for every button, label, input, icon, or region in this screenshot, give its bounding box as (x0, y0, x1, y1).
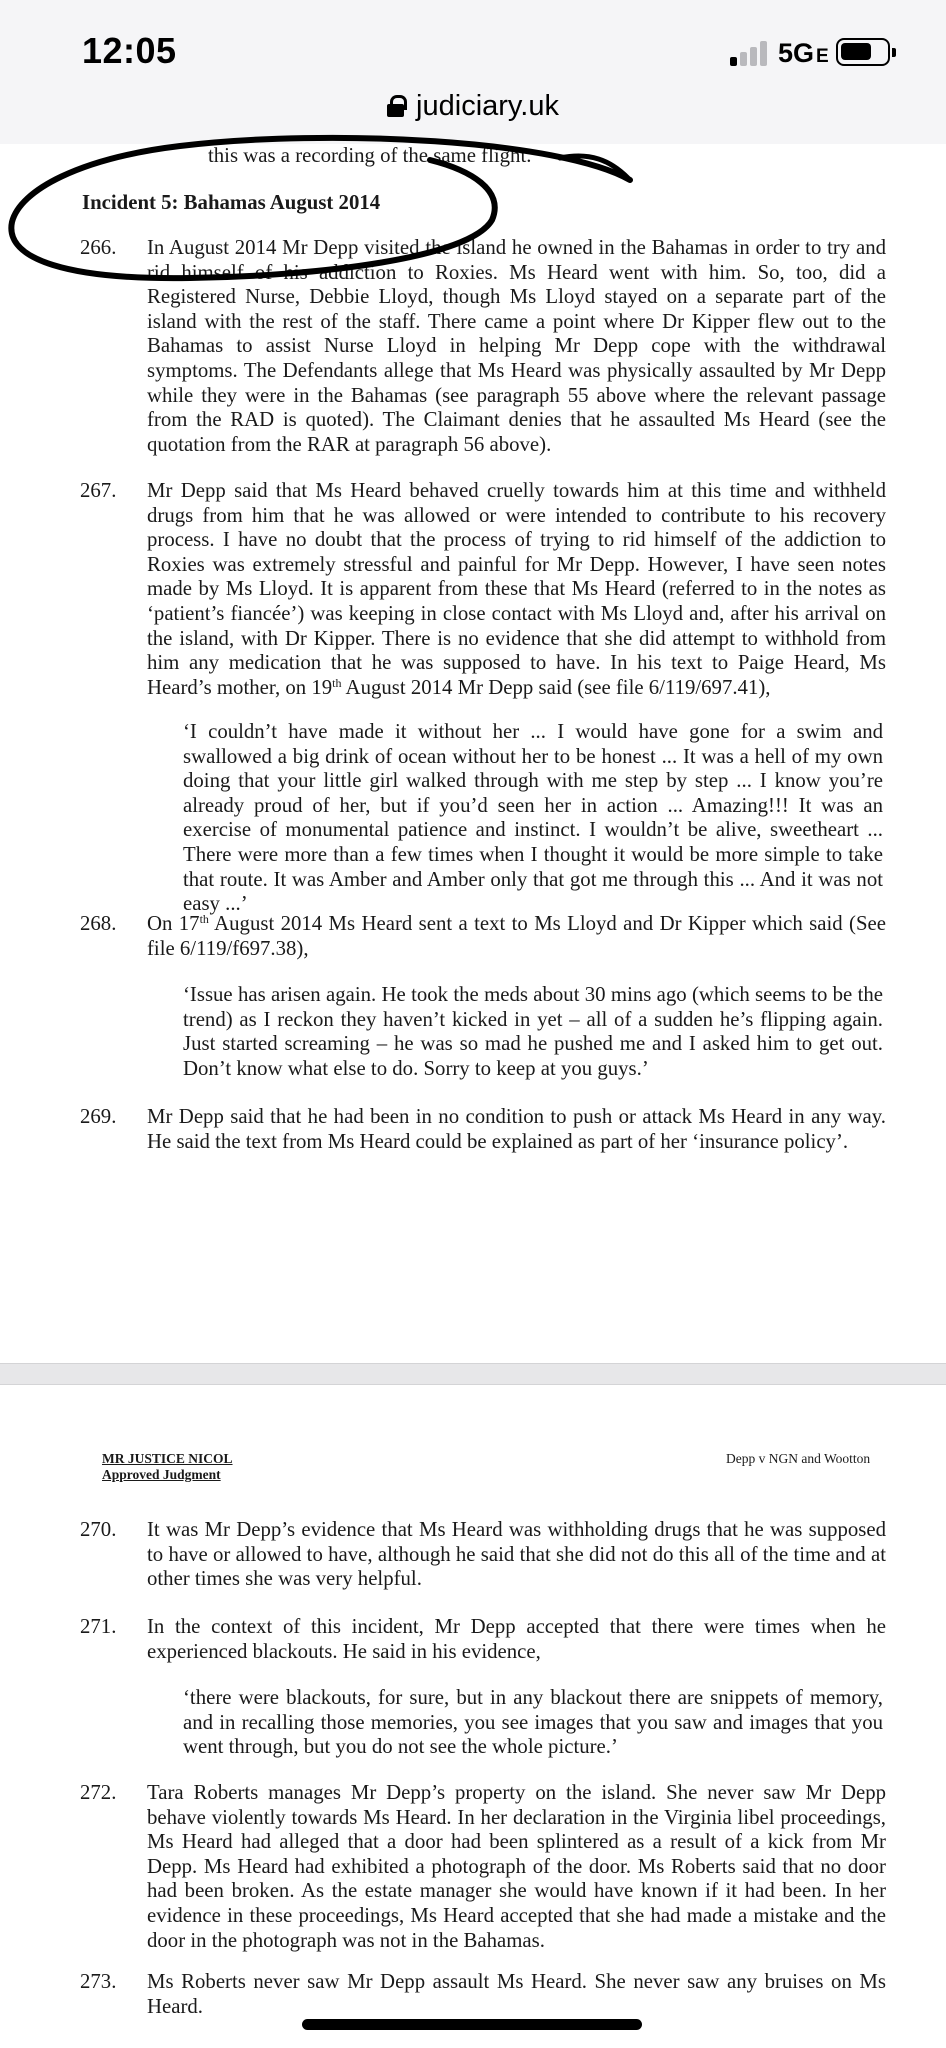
paragraph-268 (80, 912, 886, 961)
page-break (0, 1363, 946, 1385)
paragraph-number: 272. (80, 1781, 117, 1804)
case-title: Depp v NGN and Wootton (726, 1451, 871, 1466)
paragraph-273 (80, 1970, 886, 2019)
continuation-line: this was a recording of the same flight. (208, 144, 532, 167)
paragraph-text: On 17th August 2014 Ms Heard sent a text to Ms Lloyd and Dr Kipper which said (See file 6/119/f697.38), (147, 912, 886, 960)
paragraph-number: 271. (80, 1615, 117, 1638)
paragraph-text: Mr Depp said that Ms Heard behaved cruelly towards him at this time and withheld drugs from him that he was allowed or were intended to contribute to his recovery process. I have no doubt that the process of trying to rid himself of the addiction to Roxies was extremely stressful and painful for Mr Depp. However, I have seen notes made by Ms Lloyd. It is apparent from these that Ms Heard (referred to in the notes as ‘patient’s fiancée’) was keeping in close contact with Ms Lloyd and, after his arrival on the island, with Dr Kipper. There is no evidence that she did attempt to withhold from him any medication that he was supposed to have. In his text to Paige Heard, Ms Heard’s mother, on 19th August 2014 Mr Depp said (see file 6/119/697.41), (147, 479, 886, 699)
superscript: th (332, 675, 342, 690)
home-indicator[interactable] (302, 2019, 642, 2030)
superscript: th (199, 912, 209, 926)
battery-icon (836, 38, 890, 66)
page-header-left (102, 1451, 233, 1483)
quote-271: ‘there were blackouts, for sure, but in any blackout there are snippets of memory, and in recalling those memories, you see images that you saw and images that you went through, but you do not see the whole picture.’ (183, 1686, 883, 1759)
url-text: judiciary.uk (416, 90, 559, 122)
paragraph-270 (80, 1518, 886, 1592)
address-bar[interactable] (0, 90, 946, 123)
paragraph-number: 267. (80, 479, 117, 502)
network-type (778, 38, 829, 69)
paragraph-number: 266. (80, 236, 117, 259)
paragraph-number: 268. (80, 912, 117, 935)
quote-267: ‘I couldn’t have made it without her ... I would have gone for a swim and swallowed a big drink of ocean without her to be honest ... It was a hell of my own doing that your little girl walked through with me step by step ... I know you’re already proud of her, but if you’d seen her in action ... Amazing!!! It was an exercise of monumental patience and instinct. I wouldn’t be alive, sweetheart ... There were more than a few times when I thought it would be more simple to take that route. It was Amber and Amber only that got me through this ... And it was not easy ...’ (183, 720, 883, 916)
network-suffix: E (816, 46, 829, 67)
paragraph-text: It was Mr Depp’s evidence that Ms Heard was withholding drugs that he was supposed to have or allowed to have, although he said that she did not do this all of the time and at other times she was very helpful. (147, 1518, 886, 1591)
judge-name: MR JUSTICE NICOL (102, 1451, 233, 1466)
paragraph-text: Mr Depp said that he had been in no condition to push or attack Ms Heard in any way. He said the text from Ms Heard could be explained as part of her ‘insurance policy’. (147, 1105, 886, 1153)
quote-268: ‘Issue has arisen again. He took the meds about 30 mins ago (which seems to be the trend) as I reckon they haven’t kicked in yet – all of a sudden he’s flipping again. Just started screaming – he was so mad he pushed me and I asked him to get out. Don’t know what else to do. Sorry to keep at you guys.’ (183, 983, 883, 1080)
status-time: 12:05 (82, 30, 177, 71)
paragraph-text: In the context of this incident, Mr Depp accepted that there were times when he experienced blackouts. He said in his evidence, (147, 1615, 886, 1663)
paragraph-267 (80, 479, 886, 700)
paragraph-269 (80, 1105, 886, 1154)
paragraph-266 (80, 236, 886, 457)
incident-heading: Incident 5: Bahamas August 2014 (82, 191, 381, 214)
paragraph-272 (80, 1781, 886, 1953)
network-label: 5G (778, 38, 815, 68)
paragraph-271 (80, 1615, 886, 1664)
browser-chrome (0, 0, 946, 144)
paragraph-text: Tara Roberts manages Mr Depp’s property on the island. She never saw Mr Depp behave violently towards Ms Heard. In her declaration in the Virginia libel proceedings, Ms Heard had alleged that a door had been splintered as a result of a kick from Mr Depp. Ms Heard had exhibited a photograph of the door. Ms Roberts said that no door had been broken. As the estate manager she would have known if it had been. In her evidence in these proceedings, Ms Heard accepted that she had made a mistake and the door in the photograph was not in the Bahamas. (147, 1781, 886, 1952)
judgment-label: Approved Judgment (102, 1467, 221, 1482)
cellular-signal-icon (730, 40, 772, 66)
lock-icon (387, 95, 404, 117)
paragraph-number: 269. (80, 1105, 117, 1128)
paragraph-number: 273. (80, 1970, 117, 1993)
paragraph-text: In August 2014 Mr Depp visited the island he owned in the Bahamas in order to try and rid himself of his addiction to Roxies. Ms Heard went with him. So, too, did a Registered Nurse, Debbie Lloyd, though Ms Lloyd stayed on a separate part of the island with the rest of the staff. There came a point where Dr Kipper flew out to the Bahamas to assist Nurse Lloyd in helping Mr Depp cope with the withdrawal symptoms. The Defendants allege that Ms Heard was physically assaulted by Mr Depp while they were in the Bahamas (see paragraph 55 above where the relevant passage from the RAD is quoted). The Claimant denies that he assaulted Ms Heard (see the quotation from the RAR at paragraph 56 above). (147, 236, 886, 456)
paragraph-number: 270. (80, 1518, 117, 1541)
paragraph-text: Ms Roberts never saw Mr Depp assault Ms Heard. She never saw any bruises on Ms Heard. (147, 1970, 886, 2018)
